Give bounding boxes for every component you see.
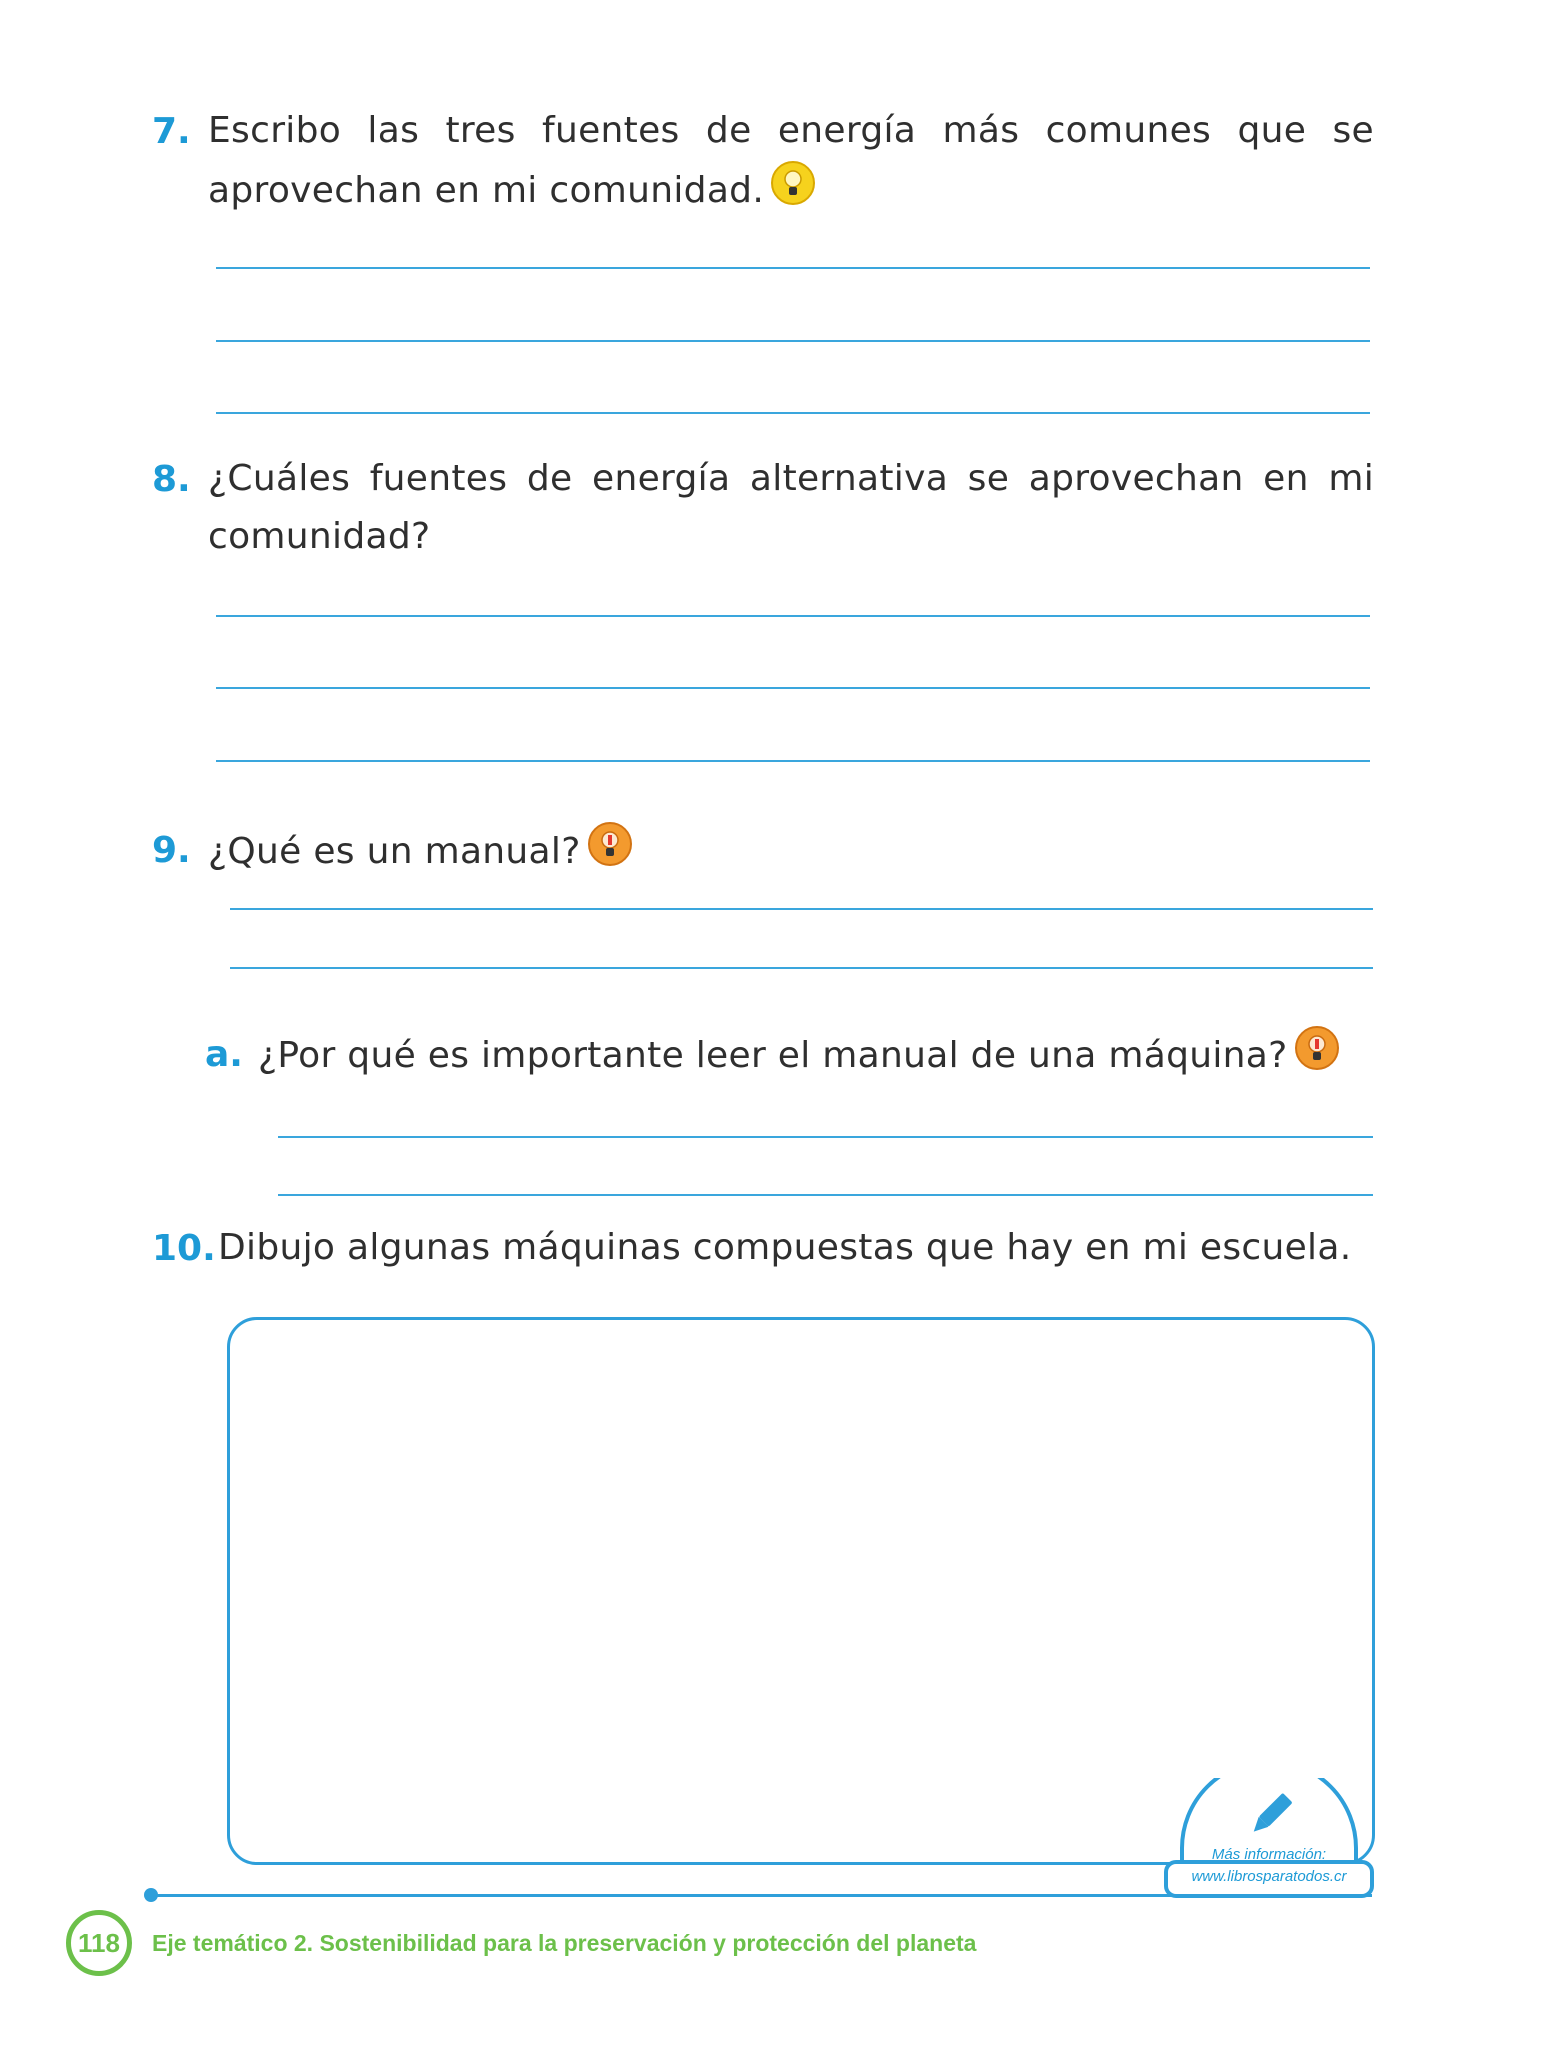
answer-line[interactable]: [230, 908, 1373, 910]
question-8-text: ¿Cuáles fuentes de energía alternativa se aprovechan en mi comunidad?: [208, 458, 1374, 557]
question-number: 9.: [152, 830, 191, 871]
page-number: 118: [66, 1910, 132, 1976]
question-9-text: ¿Qué es un manual?: [208, 831, 581, 872]
answer-line[interactable]: [278, 1194, 1373, 1196]
lightbulb-orange-icon: [587, 821, 633, 867]
question-number: 10.: [152, 1228, 216, 1269]
answer-line[interactable]: [216, 615, 1370, 617]
lightbulb-yellow-icon: [770, 160, 816, 206]
question-number: 7.: [152, 111, 191, 152]
question-7-text: Escribo las tres fuentes de energía más comunes que se aprovechan en mi comunidad.: [208, 110, 1374, 211]
answer-line[interactable]: [216, 760, 1370, 762]
more-info-label: Más información:: [1211, 1846, 1327, 1863]
question-9a-text: ¿Por qué es importante leer el manual de una máquina?: [258, 1035, 1288, 1076]
answer-line[interactable]: [216, 412, 1370, 414]
answer-line[interactable]: [278, 1136, 1373, 1138]
answer-line[interactable]: [216, 267, 1370, 269]
question-letter: a.: [205, 1034, 243, 1075]
question-number: 8.: [152, 459, 191, 500]
answer-line[interactable]: [216, 687, 1370, 689]
answer-line[interactable]: [230, 967, 1373, 969]
answer-line[interactable]: [216, 340, 1370, 342]
footer-theme: Eje temático 2. Sostenibilidad para la preservación y protección del planeta: [152, 1930, 977, 1956]
more-info-badge[interactable]: [1160, 1778, 1378, 1900]
more-info-url[interactable]: www.librosparatodos.cr: [1191, 1868, 1347, 1885]
footer-divider: [150, 1894, 1372, 1897]
question-text: [208, 102, 1374, 220]
lightbulb-orange-icon: [1294, 1025, 1340, 1071]
question-text: [258, 1025, 1340, 1085]
question-10-text: Dibujo algunas máquinas compuestas que hay en mi escuela.: [218, 1227, 1352, 1268]
question-text: [208, 821, 633, 881]
